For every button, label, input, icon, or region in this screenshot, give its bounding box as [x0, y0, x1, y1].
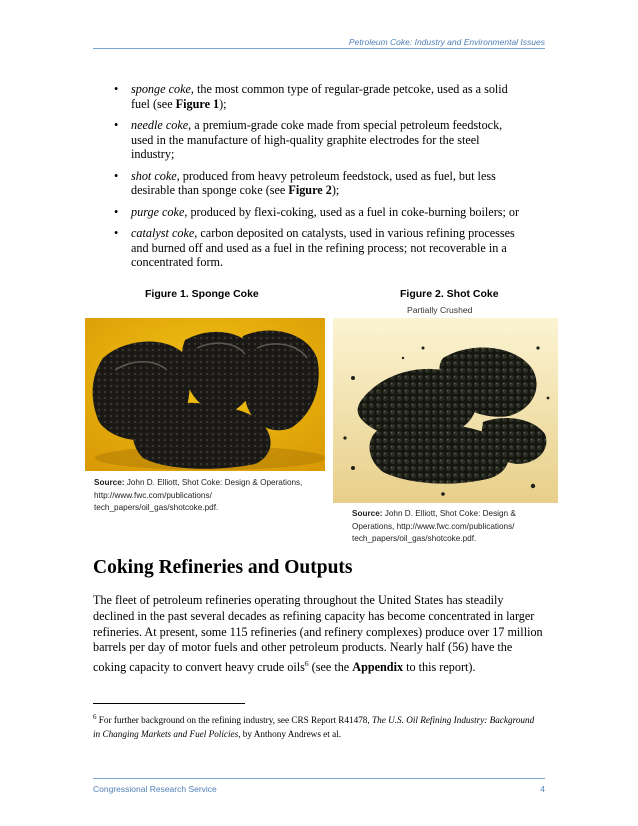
- header-divider: [93, 48, 545, 49]
- list-item: [114, 82, 524, 111]
- item-text: , produced by flexi-coking, used as a fuel in coke-burning boilers; or: [184, 204, 520, 219]
- item-text: , produced from heavy petroleum feedstock, used as fuel, but less desirable than sponge coke (see: [131, 168, 496, 198]
- footnote-report-title: The U.S. Oil Refining Industry: Background in Changing Markets and Fuel Policies: [93, 715, 535, 740]
- page-number: 4: [540, 784, 545, 794]
- appendix-ref: Appendix: [352, 660, 404, 675]
- paragraph-text: The fleet of petroleum refineries operating throughout the United States has steadily declined in the past several decades as refining capacity has become concentrated in larger refineries. At present, some 115 refineries (and refinery complexes) produce over 17 million barrels per day of motor fuels and other petroleum products. Nearly half (56) have the coking capacity to convert heavy crude oils: [93, 593, 543, 675]
- figure-ref: Figure 2: [288, 183, 332, 198]
- figure1-source: [94, 477, 304, 515]
- item-text-end: );: [331, 183, 340, 198]
- footnote: [93, 710, 543, 741]
- shot-coke-photo: [333, 318, 558, 503]
- item-text: , carbon deposited on catalysts, used in various refining processes and burned off and used as a fuel in the refining process; not recoverable in a concentrated form.: [131, 226, 515, 270]
- paragraph-text-mid: (see the: [308, 660, 353, 675]
- running-header: Petroleum Coke: Industry and Environmental Issues: [348, 37, 545, 47]
- figure-ref: Figure 1: [175, 96, 220, 111]
- item-text: , the most common type of regular-grade petcoke, used as a solid fuel (see: [131, 82, 508, 111]
- body-paragraph: [93, 593, 545, 676]
- item-text: , a premium-grade coke made from special petroleum feedstock, used in the manufacture of high-quality graphite electrodes for the steel industry;: [131, 118, 503, 162]
- term: shot coke: [131, 168, 177, 183]
- figure2-subtitle: Partially Crushed: [407, 305, 473, 315]
- footnote-ref: 6: [304, 659, 309, 669]
- list-item: [114, 226, 524, 270]
- footer-divider: [93, 778, 545, 779]
- figure2-title: Figure 2. Shot Coke: [400, 288, 499, 300]
- source-text: John D. Elliott, Shot Coke: Design & Operations, http://www.fwc.com/publications/ tech_papers/oil_gas/shotcoke.pdf.: [352, 509, 516, 543]
- figure2-source: [352, 508, 552, 546]
- bullet-icon: •: [114, 168, 119, 183]
- footnote-number: 6: [93, 713, 97, 721]
- source-label: Source:: [94, 478, 125, 487]
- list-item: [114, 118, 524, 162]
- source-label: Source:: [352, 509, 383, 518]
- bullet-icon: •: [114, 82, 119, 96]
- list-item: [114, 205, 524, 220]
- source-text: John D. Elliott, Shot Coke: Design & Operations, http://www.fwc.com/publications/ tech_papers/oil_gas/shotcoke.pdf.: [94, 478, 303, 512]
- term: needle coke: [131, 118, 189, 132]
- footer-publisher: Congressional Research Service: [93, 784, 217, 794]
- term: purge coke: [131, 204, 185, 219]
- footnote-divider: [93, 703, 245, 704]
- coke-types-list: [114, 82, 524, 277]
- bullet-icon: •: [114, 204, 119, 219]
- footnote-text-end: , by Anthony Andrews et al.: [238, 729, 342, 740]
- list-item: [114, 169, 524, 198]
- figure1-title: Figure 1. Sponge Coke: [145, 288, 259, 300]
- bullet-icon: •: [114, 118, 119, 132]
- section-heading: Coking Refineries and Outputs: [93, 557, 353, 578]
- sponge-coke-photo: [85, 318, 325, 471]
- term: catalyst coke: [131, 226, 195, 240]
- paragraph-text-end: to this report).: [403, 660, 476, 675]
- bullet-icon: •: [114, 226, 119, 240]
- item-text-end: );: [219, 96, 227, 111]
- term: sponge coke: [131, 82, 191, 96]
- footnote-text: For further background on the refining industry, see CRS Report R41478,: [96, 715, 372, 726]
